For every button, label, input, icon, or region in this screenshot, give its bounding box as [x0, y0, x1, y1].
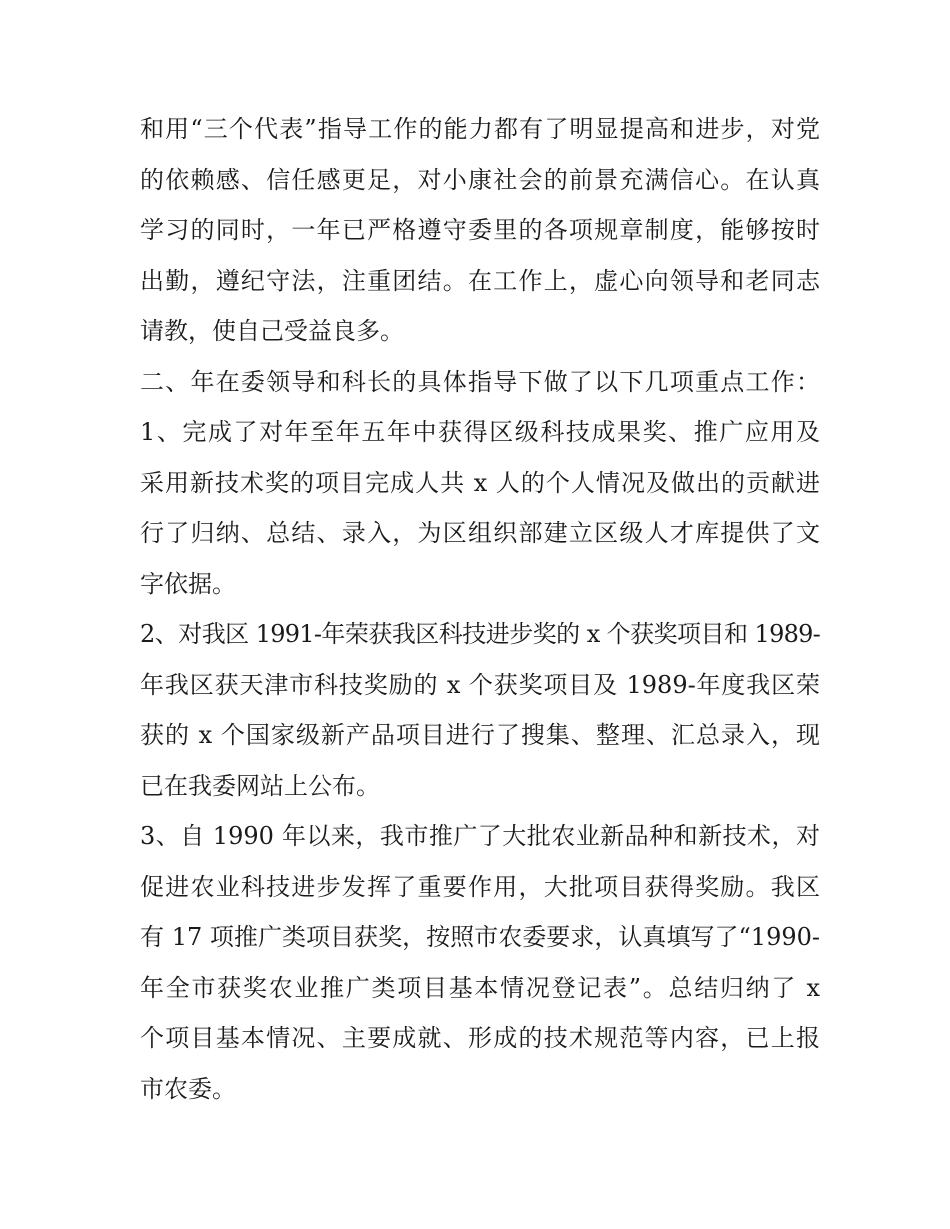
text-line: 的依赖感、信任感更足，对小康社会的前景充满信心。在认真 — [140, 165, 820, 194]
text-line: 3、自 1990 年以来，我市推广了大批农业新品种和新技术，对 — [140, 822, 820, 850]
text-line: 学习的同时，一年已严格遵守委里的各项规章制度，能够按时 — [140, 216, 820, 244]
text-line: 二、年在委领导和科长的具体指导下做了以下几项重点工作： — [140, 367, 820, 396]
text-line: 字依据。 — [140, 569, 236, 598]
text-line: 已在我委网站上公布。 — [140, 771, 380, 800]
text-line: 促进农业科技进步发挥了重要作用，大批项目获得奖励。我区 — [140, 872, 820, 901]
text-line: 有 17 项推广类项目获奖，按照市农委要求，认真填写了“1990- — [140, 923, 820, 951]
text-line: 年全市获奖农业推广类项目基本情况登记表”。总结归纳了 x — [140, 973, 820, 1002]
text-line: 1、完成了对年至年五年中获得区级科技成果奖、推广应用及 — [140, 418, 820, 446]
text-line: 和用“三个代表”指导工作的能力都有了明显提高和进步，对党 — [140, 115, 820, 143]
text-line: 年我区获天津市科技奖励的 x 个获奖项目及 1989-年度我区荣 — [140, 670, 820, 699]
text-line: 请教，使自己受益良多。 — [140, 317, 404, 345]
text-line: 2、对我区 1991-年荣获我区科技进步奖的 x 个获奖项目和 1989- — [140, 620, 820, 648]
text-line: 出勤，遵纪守法，注重团结。在工作上，虚心向领导和老同志 — [140, 266, 820, 295]
text-line: 行了归纳、总结、录入，为区组织部建立区级人才库提供了文 — [140, 519, 820, 547]
text-line: 采用新技术奖的项目完成人共 x 人的个人情况及做出的贡献进 — [140, 468, 820, 497]
document-body — [140, 104, 820, 1114]
text-line: 个项目基本情况、主要成就、形成的技术规范等内容，已上报 — [140, 1024, 820, 1052]
text-line: 获的 x 个国家级新产品项目进行了搜集、整理、汇总录入，现 — [140, 721, 820, 749]
text-line: 市农委。 — [140, 1074, 236, 1103]
